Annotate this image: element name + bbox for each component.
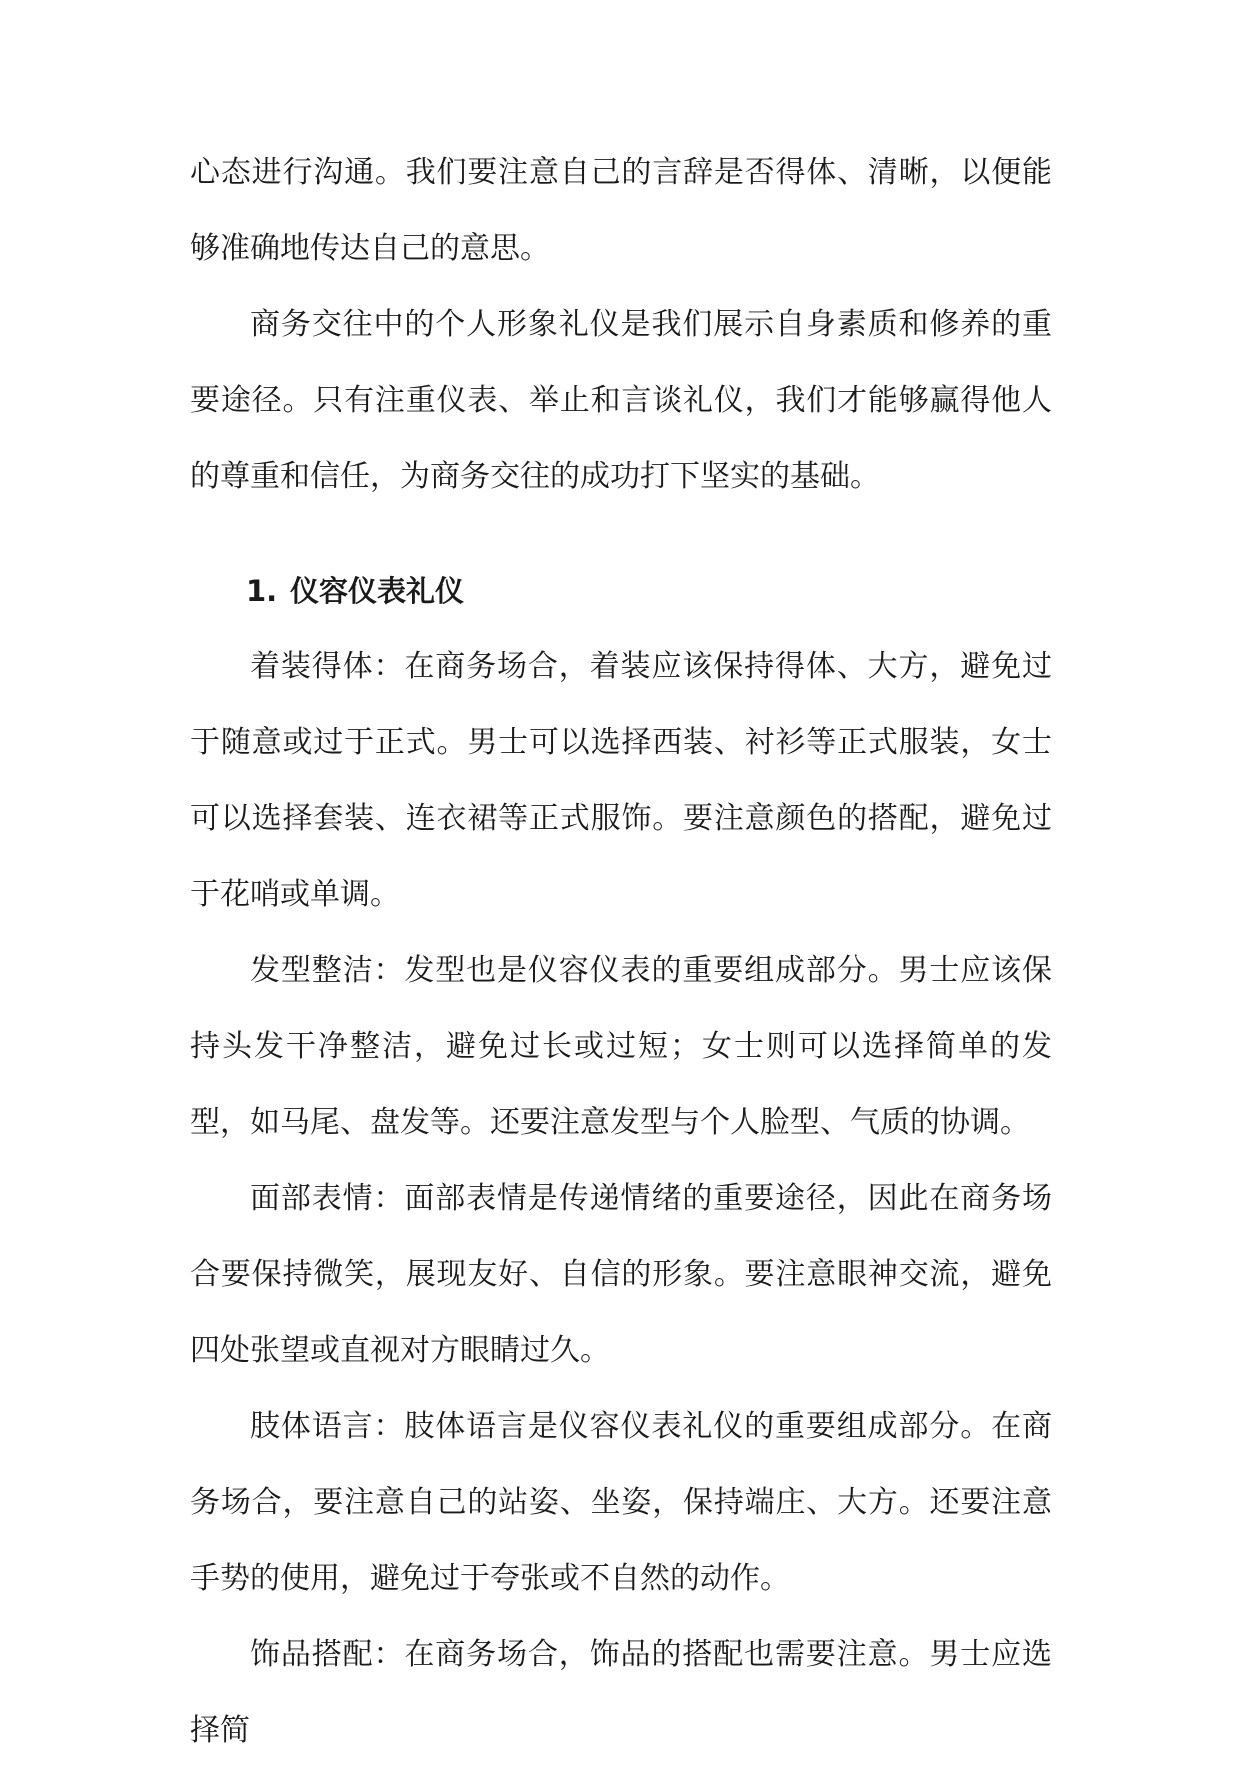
paragraph-body-language: 肢体语言：肢体语言是仪容仪表礼仪的重要组成部分。在商务场合，要注意自己的站姿、坐姿，保持端庄、大方。还要注意手势的使用，避免过于夸张或不自然的动作。 [190, 1409, 1052, 1596]
paragraph-facial-expression: 面部表情：面部表情是传递情绪的重要途径，因此在商务场合要保持微笑，展现友好、自信的形象。要注意眼神交流，避免四处张望或直视对方眼睛过久。 [190, 1181, 1052, 1368]
paragraph-accessories: 饰品搭配：在商务场合，饰品的搭配也需要注意。男士应选择简 [190, 1637, 1052, 1748]
section-title: 仪容仪表礼仪 [290, 574, 465, 608]
document-body [190, 135, 1052, 1769]
section-spacer [190, 515, 1052, 553]
paragraph-continued: 心态进行沟通。我们要注意自己的言辞是否得体、清晰，以便能够准确地传达自己的意思。 [190, 155, 1052, 266]
paragraph-attire: 着装得体：在商务场合，着装应该保持得体、大方，避免过于随意或过于正式。男士可以选择西装、衬衫等正式服装，女士可以选择套装、连衣裙等正式服饰。要注意颜色的搭配，避免过于花哨或单调。 [190, 649, 1052, 912]
section-heading [190, 553, 1052, 629]
section-number: 1. [246, 574, 278, 608]
paragraph-hairstyle: 发型整洁：发型也是仪容仪表的重要组成部分。男士应该保持头发干净整洁，避免过长或过短；女士则可以选择简单的发型，如马尾、盘发等。还要注意发型与个人脸型、气质的协调。 [190, 953, 1052, 1140]
paragraph-summary: 商务交往中的个人形象礼仪是我们展示自身素质和修养的重要途径。只有注重仪表、举止和言谈礼仪，我们才能够赢得他人的尊重和信任，为商务交往的成功打下坚实的基础。 [190, 307, 1052, 494]
